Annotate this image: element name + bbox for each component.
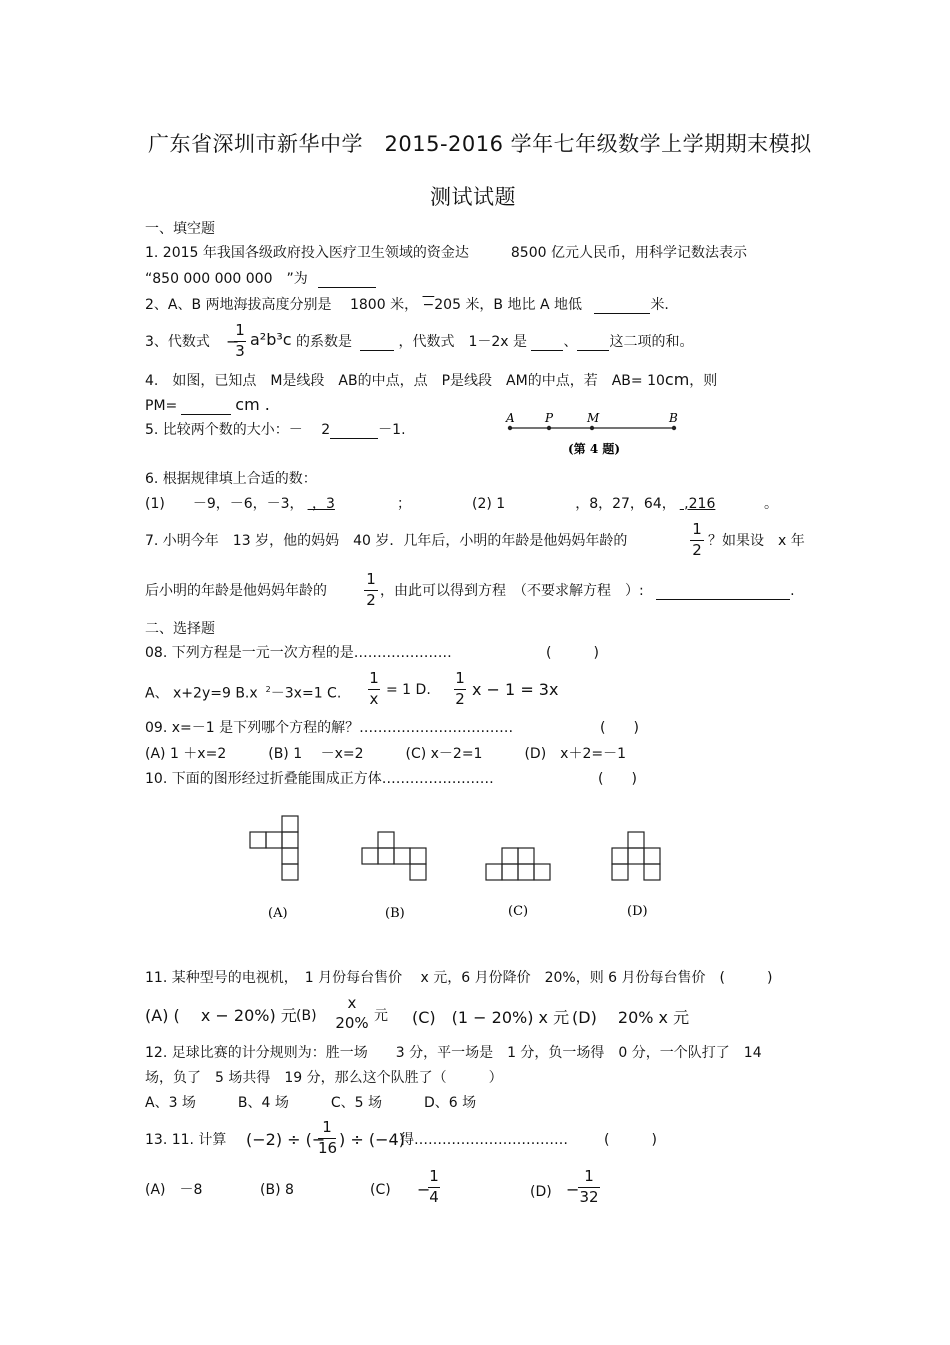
minus-sign: − [566, 1180, 580, 1199]
question-2-unit: 米. [650, 297, 669, 313]
period: . [790, 583, 795, 599]
question-3-end: 这二项的和。 [609, 334, 694, 350]
answer-blank[interactable] [360, 336, 394, 351]
answer-blank[interactable] [318, 273, 376, 288]
fraction-denominator: 2 [692, 541, 702, 559]
question-8-stem: 08. 下列方程是一元一次方程的是………………… [145, 645, 452, 661]
question-4-text: 4. 如图，已知点 M是线段 AB的中点，点 P是线段 AM的中点，若 AB= 10 [145, 373, 665, 389]
point-a [508, 426, 512, 430]
fraction-one-sixteenth [318, 1119, 336, 1157]
fraction-denominator: 3 [235, 342, 245, 360]
figure-4-line-segment [500, 408, 690, 460]
net-label-b: (B) [385, 906, 405, 921]
answer-paren[interactable]: ( ) [604, 1132, 657, 1148]
question-2-text-b: 205 米，B 地比 A 地低 [434, 297, 582, 313]
unit-cm: cm . [235, 395, 270, 414]
question-13-pre: 13. 11. 计算 [145, 1132, 227, 1148]
question-3-pre: 3、代数式 [145, 334, 210, 350]
question-3-rest [296, 333, 693, 351]
expression-part1: (−2) ÷ (− [246, 1130, 326, 1149]
option-a [145, 1007, 297, 1026]
fraction-option-b [334, 995, 370, 1032]
question-1-line2 [145, 270, 376, 288]
answer-blank[interactable] [330, 424, 378, 439]
question-12-line1: 12. 足球比赛的计分规则为：胜一场 3 分，平一场是 1 分，负一场得 0 分，一个队打了 14 [145, 1045, 762, 1061]
question-7-line2-end [380, 582, 795, 600]
question-7-line1-end: ？如果设 x 年 [708, 533, 805, 549]
question-7-line1: 7. 小明今年 13 岁，他的妈妈 40 岁．几年后，小明的年龄是他妈妈年龄的 [145, 533, 628, 549]
answer-paren[interactable]: ( ) [600, 720, 639, 736]
question-3-text-mid: 的系数是 [296, 334, 352, 350]
net-c [486, 848, 550, 880]
fraction-one-third [234, 322, 246, 360]
option-a: (A) －8 [145, 1182, 203, 1198]
question-6-part2-text: (2) 1 ，8，27，64， [472, 496, 676, 512]
option-c-d: = 1 D. [386, 682, 431, 698]
fraction-denominator: x [369, 690, 379, 708]
question-9-stem: 09. x=－1 是下列哪个方程的解？…………………………… [145, 720, 514, 736]
fraction-denominator: 16 [318, 1139, 338, 1157]
exponent: 2 [265, 685, 271, 694]
question-1-line1: 1. 2015 年我国各级政府投入医疗卫生领域的资金达 8500 亿元人民币，用科学记数法表示 [145, 245, 747, 261]
question-5-text: 5. 比较两个数的大小：－ 2 [145, 422, 331, 438]
unit-cm: cm [664, 370, 690, 389]
option-c-label: (C) [370, 1182, 391, 1198]
question-7-line2: 后小明的年龄是他妈妈年龄的 [145, 583, 327, 599]
point-b [672, 426, 676, 430]
fraction-denominator: 2 [366, 591, 376, 609]
question-3-text-mid2: ，代数式 1－2x 是 [398, 334, 528, 350]
label-p: P [545, 411, 554, 425]
option-d-label: (D) [530, 1184, 552, 1200]
monomial-expression: a²b³c [250, 330, 292, 349]
net-b [362, 832, 426, 880]
cube-nets-figure [240, 808, 680, 928]
option-a-text: (A) ( x − 20%) 元 [145, 1006, 297, 1025]
fraction-numerator: 1 [429, 1167, 439, 1185]
question-4-line1 [145, 371, 717, 390]
question-6-part1-end: ； [397, 496, 411, 512]
expression-part2: ) ÷ (−4) [339, 1130, 405, 1149]
question-11-stem: 11. 某种型号的电视机， 1 月份每台售价 x 元，6 月份降价 20%，则 6 月份每台售价 ( ) [145, 970, 773, 986]
section-heading-fill: 一、填空题 [145, 221, 215, 237]
section-heading-choice: 二、选择题 [145, 621, 215, 637]
question-6-part2 [472, 495, 715, 513]
question-12-options: A、3 场 B、4 场 C、5 场 D、6 场 [145, 1095, 477, 1111]
question-10-stem: 10. 下面的图形经过折叠能围成正方体…………………… [145, 771, 494, 787]
doc-title-line1: 广东省深圳市新华中学 2015-2016 学年七年级数学上学期期末模拟 [148, 132, 812, 156]
answer-blank[interactable] [531, 336, 563, 351]
question-6-part1 [145, 495, 335, 513]
net-label-c: (C) [508, 904, 529, 919]
question-6-part1-text: (1) －9，－6，－3， [145, 496, 304, 512]
label-m: M [587, 411, 600, 425]
fraction-numerator: 1 [366, 570, 376, 588]
question-7-text-end: ，由此可以得到方程 （不要求解方程 ）: [380, 583, 644, 599]
fraction-numerator: 1 [455, 669, 465, 687]
question-4-line2 [145, 396, 270, 415]
answer-blank[interactable] [656, 585, 790, 600]
question-3-sep: 、 [563, 334, 578, 350]
answer-fill[interactable]: ,216 [679, 496, 716, 512]
fraction-option-c [368, 670, 380, 708]
answer-blank[interactable] [577, 336, 609, 351]
question-9-options: (A) 1 ＋x=2 (B) 1 －x=2 (C) x－2=1 (D) x＋2=－1 [145, 746, 627, 762]
question-6-part2-end: 。 [764, 496, 778, 512]
label-a: A [506, 411, 515, 425]
fraction-one-half [364, 571, 378, 609]
question-5 [145, 421, 406, 439]
option-b: (B) 8 [260, 1182, 294, 1198]
fraction-numerator: 1 [369, 669, 379, 687]
question-13-end: 得…………………………… [400, 1132, 568, 1148]
question-4-text-end: ，则 [689, 373, 718, 389]
fraction-option-d [454, 670, 466, 708]
fraction-denominator: 2 [455, 690, 465, 708]
minus-sign: − [417, 1180, 431, 1199]
question-6-stem: 6. 根据规律填上合适的数： [145, 471, 317, 487]
question-2 [145, 296, 669, 314]
net-label-d: (D) [627, 904, 648, 919]
question-4-pm: PM= [145, 398, 178, 414]
net-label-a: (A) [268, 906, 288, 921]
figure-caption: (第 4 题) [568, 442, 621, 456]
fraction-numerator: 1 [235, 321, 245, 339]
fraction-numerator: x [347, 994, 357, 1012]
answer-paren[interactable]: ( ) [546, 645, 599, 661]
fraction-option-d [578, 1168, 600, 1206]
answer-blank[interactable] [594, 299, 650, 314]
question-5-end: －1. [378, 422, 406, 438]
fraction-denominator: 32 [579, 1188, 599, 1206]
option-a-b: A、 x+2y=9 B.x [145, 685, 258, 702]
option-d-expr: x − 1 = 3x [472, 680, 559, 699]
question-1-text: “850 000 000 000 ”为 [145, 271, 308, 287]
fraction-numerator: 1 [584, 1167, 594, 1185]
fraction-denominator: 20% [335, 1014, 369, 1032]
answer-fill[interactable]: ，3 [307, 496, 335, 512]
option-b-unit: 元 [374, 1008, 388, 1024]
option-b-label: (B) [296, 1008, 317, 1024]
fraction-denominator: 4 [429, 1188, 439, 1206]
question-2-text-a: 2、A、B 两地海拔高度分别是 1800 米， [145, 297, 423, 313]
point-p [547, 426, 551, 430]
answer-paren[interactable]: ( ) [598, 771, 637, 787]
question-12-line2: 场，负了 5 场共得 19 分，那么这个队胜了（ ） [145, 1070, 503, 1086]
option-b-cont: －3x=1 C. [270, 685, 342, 702]
answer-blank[interactable] [181, 400, 231, 415]
fraction-numerator: 1 [322, 1118, 332, 1136]
doc-title-line2: 测试试题 [430, 185, 516, 209]
negative-sign: − [422, 297, 435, 313]
point-m [590, 426, 594, 430]
fraction-numerator: 1 [692, 520, 702, 538]
option-c: (C) (1 − 20%) x 元 [412, 1008, 570, 1027]
net-d [612, 832, 660, 880]
net-a [250, 816, 298, 880]
label-b: B [669, 411, 678, 425]
question-8-options [145, 681, 341, 703]
fraction-one-half [690, 521, 704, 559]
option-d: (D) 20% x 元 [572, 1008, 690, 1027]
minus-sign: − [226, 332, 240, 351]
fraction-option-c [428, 1168, 440, 1206]
